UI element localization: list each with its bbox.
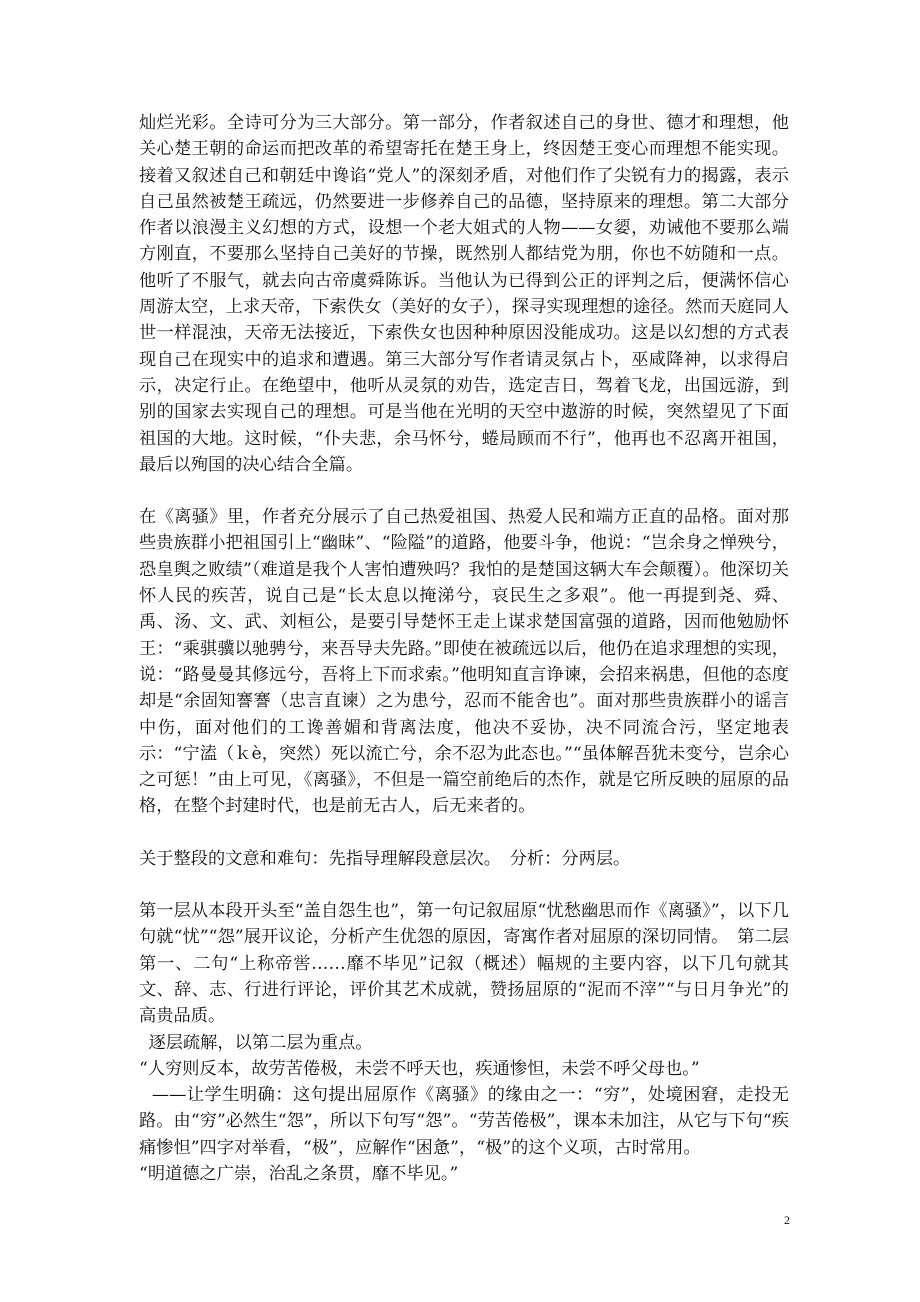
paragraph-layer-analysis: 第一层从本段开头至“盖自怨生也”，第一句记叙屈原“忧愁幽思而作《离骚》”，以下几句就“忧”“怨”展开议论，分析产生优怨的原因，寄寓作者对屈原的深切同情。 第二层第一、二句“上称帝喾……靡不毕见”记叙（概述）幅规的主要内容，以下几句就其文、辞、志、行进行评论，评价其艺术成就，赞扬屈原的“泥而不滓”“与日月争光”的高贵品质。 — [139, 901, 789, 1027]
paragraph-focus-note: 逐层疏解，以第二层为重点。 — [148, 1032, 373, 1053]
paragraph-section-intro: 关于整段的文意和难句：先指导理解段意层次。 分析：分两层。 — [139, 848, 631, 869]
document-body — [139, 110, 789, 1187]
paragraph-quote-one-explanation: ——让学生明确：这句提出屈原作《离骚》的缘由之一：“穷”，处境困窘，走投无路。由“穷”必然生“怨”，所以下句写“怨”。“劳苦倦极”，课本未加注，从它与下句“疾痛惨怛”四字对举看，“极”，应解作“困惫”，“极”的这个义项，古时常用。 — [139, 1085, 789, 1158]
page-number: 2 — [784, 1213, 790, 1227]
paragraph-quote-two: “明道德之广崇，治乱之条贯，靡不毕见。” — [139, 1163, 459, 1184]
paragraph-quote-one: “人穷则反本，故劳苦倦极，未尝不呼天也，疾通惨怛，未尝不呼父母也。” — [139, 1058, 700, 1079]
paragraph-character-analysis: 在《离骚》里，作者充分展示了自己热爱祖国、热爱人民和端方正直的品格。面对那些贵族群小把祖国引上“幽昧”、“险隘”的道路，他要斗争，他说：“岂余身之惮殃兮，恐皇舆之败绩”（难道是我个人害怕遭殃吗？我怕的是楚国这辆大车会颠覆）。他深切关怀人民的疾苦，说自己是“长太息以掩涕兮，哀民生之多艰”。他一再提到尧、舜、禹、汤、文、武、刘桓公，是要引导楚怀王走上谋求楚国富强的道路，因而他勉励怀王：“乘骐骥以驰骋兮，来吾导夫先路。”即使在被疏远以后，他仍在追求理想的实现，说：“路曼曼其修远兮，吾将上下而求索。”他明知直言诤谏，会招来祸患，但他的态度却是“余固知謇謇（忠言直谏）之为患兮，忍而不能舍也”。面对那些贵族群小的谣言中伤，面对他们的工谗善媚和背离法度，他决不妥协，决不同流合污，坚定地表示：“宁溘（ｋè，突然）死以流亡兮，余不忍为此态也。”“虽体解吾犹未变兮，岂余心之可惩！”由上可见，《离骚》，不但是一篇空前绝后的杰作，就是它所反映的屈原的品格，在整个封建时代，也是前无古人，后无来者的。 — [139, 507, 789, 817]
paragraph-structure-summary: 灿烂光彩。全诗可分为三大部分。第一部分，作者叙述自己的身世、德才和理想，他关心楚王朝的命运而把改革的希望寄托在楚王身上，终因楚王变心而理想不能实现。接着又叙述自己和朝廷中谗谄“党人”的深刻矛盾，对他们作了尖锐有力的揭露，表示自己虽然被楚王疏远，仍然要进一步修养自己的品德，坚持原来的理想。第二大部分作者以浪漫主义幻想的方式，设想一个老大姐式的人物——女媭，劝诫他不要那么端方刚直，不要那么坚持自己美好的节操，既然别人都结党为朋，你也不妨随和一点。他听了不服气，就去向古帝虞舜陈诉。当他认为已得到公正的评判之后，便满怀信心周游太空，上求天帝，下索佚女（美好的女子），探寻实现理想的途径。然而天庭同人世一样混浊，天帝无法接近，下索佚女也因种种原因没能成功。这是以幻想的方式表现自己在现实中的追求和遭遇。第三大部分写作者请灵氛占卜，巫咸降神，以求得启示，决定行止。在绝望中，他听从灵氛的劝告，选定吉日，驾着飞龙，出国远游，到别的国家去实现自己的理想。可是当他在光明的天空中遨游的时候，突然望见了下面祖国的大地。这时候，“仆夫悲，余马怀兮，蜷局顾而不行”，他再也不忍离开祖国，最后以殉国的决心结合全篇。 — [139, 113, 789, 475]
